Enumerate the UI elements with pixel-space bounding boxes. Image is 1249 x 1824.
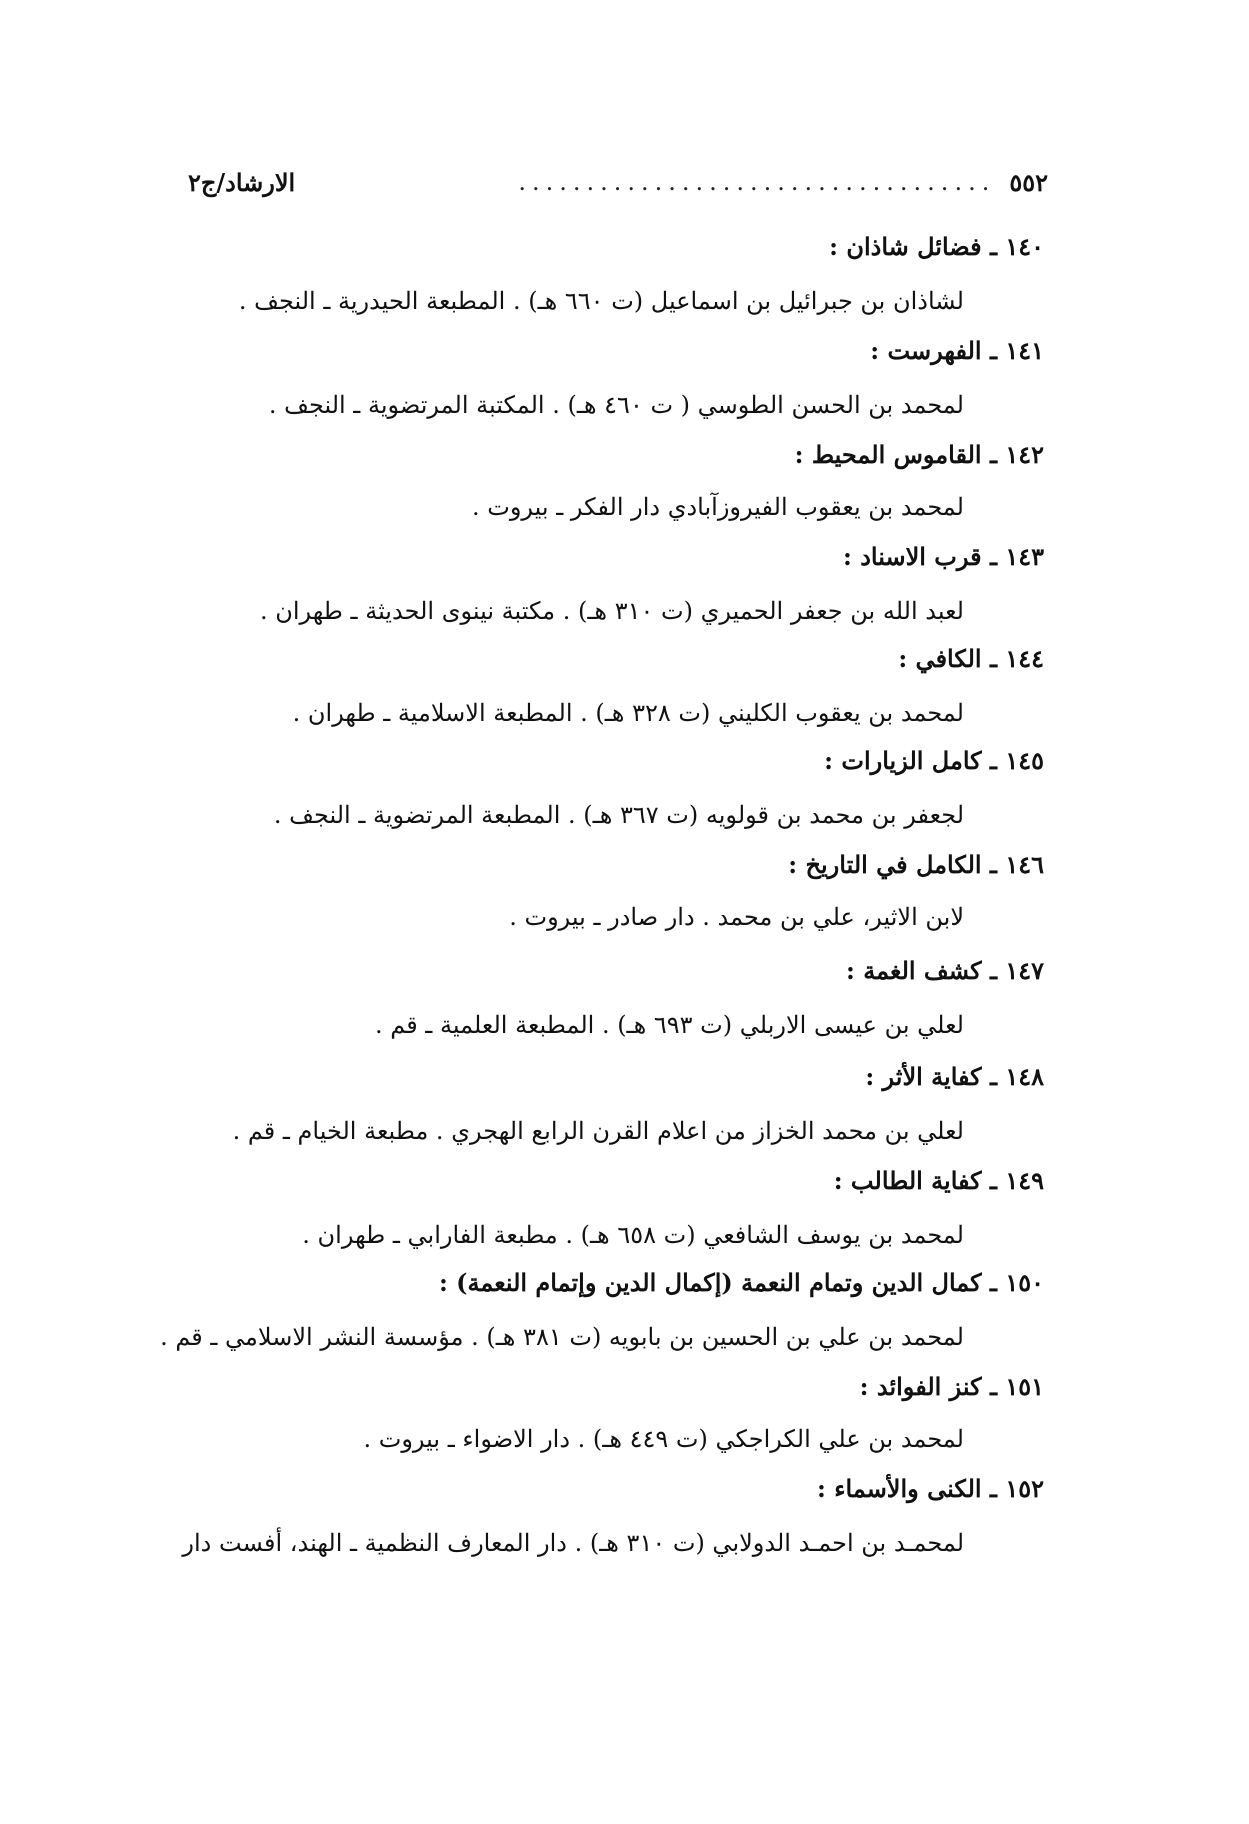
entry-heading: ١٤٥ ـ كامل الزيارات : bbox=[824, 746, 1044, 775]
entry-heading: ١٤٢ ـ القاموس المحيط : bbox=[794, 440, 1044, 469]
entry-body: لعلي بن عيسى الاربلي (ت ٦٩٣ هـ) . المطبعة العلمية ـ قم . bbox=[374, 1011, 964, 1039]
book-title: الارشاد/ج٢ bbox=[188, 167, 296, 197]
entry-heading: ١٤٧ ـ كشف الغمة : bbox=[846, 956, 1044, 985]
entry-heading: ١٤٠ ـ فضائل شاذان : bbox=[829, 232, 1044, 261]
entry-heading: ١٥١ ـ كنز الفوائد : bbox=[859, 1372, 1044, 1401]
running-head bbox=[188, 162, 1048, 202]
entry-heading: ١٤٨ ـ كفاية الأثر : bbox=[865, 1062, 1044, 1091]
entry-body: لجعفر بن محمد بن قولويه (ت ٣٦٧ هـ) . المطبعة المرتضوية ـ النجف . bbox=[273, 801, 964, 829]
entry-heading: ١٤١ ـ الفهرست : bbox=[870, 336, 1044, 365]
entry-heading: ١٥٠ ـ كمال الدين وتمام النعمة (إكمال الدين وإتمام النعمة) : bbox=[438, 1268, 1044, 1297]
entry-body: لشاذان بن جبرائيل بن اسماعيل (ت ٦٦٠ هـ) . المطبعة الحيدرية ـ النجف . bbox=[238, 287, 964, 315]
entry-heading: ١٥٢ ـ الكنى والأسماء : bbox=[817, 1474, 1044, 1503]
entry-body: لمحمد بن يعقوب الكليني (ت ٣٢٨ هـ) . المطبعة الاسلامية ـ طهران . bbox=[292, 699, 964, 727]
entry-heading: ١٤٣ ـ قرب الاسناد : bbox=[843, 542, 1044, 571]
page-number: ٥٥٢ bbox=[1009, 167, 1048, 197]
entry-body: لابن الاثير، علي بن محمد . دار صادر ـ بيروت . bbox=[509, 903, 964, 931]
entry-body: لمحمد بن علي الكراجكي (ت ٤٤٩ هـ) . دار الاضواء ـ بيروت . bbox=[363, 1425, 964, 1453]
entry-body: لمحمد بن يعقوب الفيروزآبادي دار الفكر ـ بيروت . bbox=[471, 493, 964, 521]
entry-body: لعبد الله بن جعفر الحميري (ت ٣١٠ هـ) . مكتبة نينوى الحديثة ـ طهران . bbox=[259, 597, 964, 625]
entry-body: لعلي بن محمد الخزاز من اعلام القرن الرابع الهجري . مطبعة الخيام ـ قم . bbox=[232, 1117, 964, 1145]
entry-body: لمحمـد بن احمـد الدولابي (ت ٣١٠ هـ) . دار المعارف النظمية ـ الهند، أفست دار bbox=[182, 1529, 964, 1557]
entry-heading: ١٤٦ ـ الكامل في التاريخ : bbox=[788, 850, 1044, 879]
entry-body: لمحمد بن يوسف الشافعي (ت ٦٥٨ هـ) . مطبعة الفارابي ـ طهران . bbox=[302, 1221, 964, 1249]
entry-body: لمحمد بن الحسن الطوسي ( ت ٤٦٠ هـ) . المكتبة المرتضوية ـ النجف . bbox=[268, 391, 964, 419]
entry-heading: ١٤٩ ـ كفاية الطالب : bbox=[833, 1166, 1044, 1195]
entry-heading: ١٤٤ ـ الكافي : bbox=[898, 644, 1044, 673]
entry-body: لمحمد بن علي بن الحسين بن بابويه (ت ٣٨١ هـ) . مؤسسة النشر الاسلامي ـ قم . bbox=[160, 1323, 964, 1351]
dot-leader: ................................... bbox=[518, 168, 996, 196]
